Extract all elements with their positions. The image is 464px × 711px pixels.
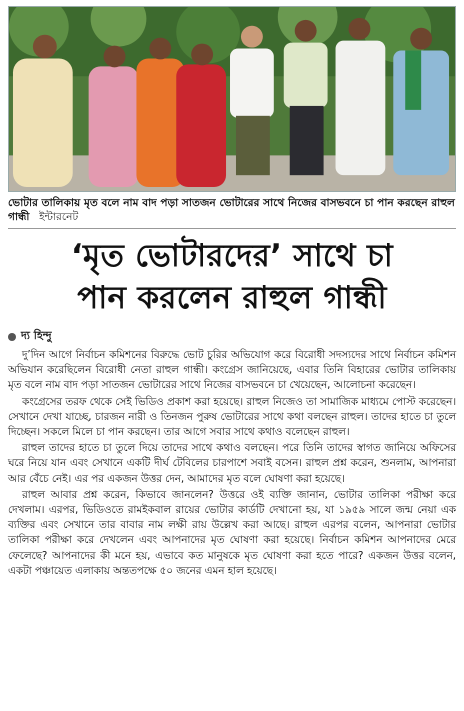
source-line [8,327,456,346]
news-photo [8,6,456,192]
caption-text: ভোটার তালিকায় মৃত বলে নাম বাদ পড়া সাতজন ভোটারের সাথে নিজের বাসভবনে চা পান করছেন রাহুল গান্ধী [8,197,455,223]
source-name: দ্য হিন্দু [21,329,52,342]
article-body [8,348,456,579]
headline-line-1: ‘মৃত ভোটারদের’ সাথে চা [70,238,393,274]
paragraph: দু’দিন আগে নির্বাচন কমিশনের বিরুদ্ধে ভোট চুরির অভিযোগ করে বিরোধী সদস্যদের সাথে নির্বাচন কমিশন অভিযান করেছিলেন বিরোধী নেতা রাহুল গান্ধী। কংগ্রেস জানিয়েছে, এবার তিনি বিহারের ভোটার তালিকায় মৃত বলে নাম বাদ পড়া সাতজন ভোটারের সাথে নিজের বাসভবনে চা খেয়েছেন, আলোচনা করেছেন। [8,349,456,392]
photo-caption [8,196,456,224]
paragraph: কংগ্রেসের তরফ থেকে সেই ভিডিও প্রকাশ করা হয়েছে। রাহুল নিজেও তা সামাজিক মাধ্যমে পোস্ট করেছেন। সেখানে দেখা যাচ্ছে, চারজন নারী ও তিনজন পুরুষ ভোটারের সাথে কথা বলছেন রাহুল। তাদের হাতে চা তুলে দিচ্ছেন। সকলে মিলে চা পান করছেন। তার আগে সবার সাথে কথাও বলেছেন রাহুল। [8,395,456,439]
bullet-icon [8,333,16,341]
headline-line-2: পান করলেন রাহুল গান্ধী [77,280,387,316]
photo-credit: ইন্টারনেট [39,211,79,223]
paragraph: রাহুল আবার প্রশ্ন করেন, কিভাবে জানলেন? উত্তরে ওই ব্যক্তি জানান, ভোটার তালিকা পরীক্ষা করে দেখলাম। এরপর, ভিডিওতে রামইকবাল রায়ের ভোটার কার্ডটি দেখানো হয়, যা ১৯৫৯ সালে জন্ম নেয়া এক ব্যক্তির এবং সেখানে তার বাবার নাম লক্ষী রায় উল্লেখ করা আছে। রাহুল এরপর বলেন, আপনারা ভোটার তালিকা পরীক্ষা করে দেখলেন এবং আপনাদের মৃত ঘোষণা করা হয়েছে। নির্বাচন কমিশন আপনাদের মেরে ফেলেছে? আপনাদের কী মনে হয়, এভাবে কত মানুষকে মৃত ঘোষণা করা হতে পারে? একজন উত্তর বলেন, একটা পঞ্চায়েত এলাকায় অন্ততপক্ষে ৫০ জনের এমন হাল হয়েছে। [8,488,456,577]
headline [8,235,456,319]
divider [8,228,456,229]
paragraph: রাহুল তাদের হাতে চা তুলে দিয়ে তাদের সাথে কথাও বলছেন। পরে তিনি তাদের স্বাগত জানিয়ে অফিসের ঘরে নিয়ে যান এবং সেখানে একটি দীর্ঘ টেবিলের চারপাশে সবাই বসেন। রাহুল প্রশ্ন করেন, শুনলাম, আপনারা আর বেঁচে নেই। এর পর একজন উত্তর দেন, আমাদের মৃত বলে ঘোষণা করা হয়েছে। [8,442,456,485]
